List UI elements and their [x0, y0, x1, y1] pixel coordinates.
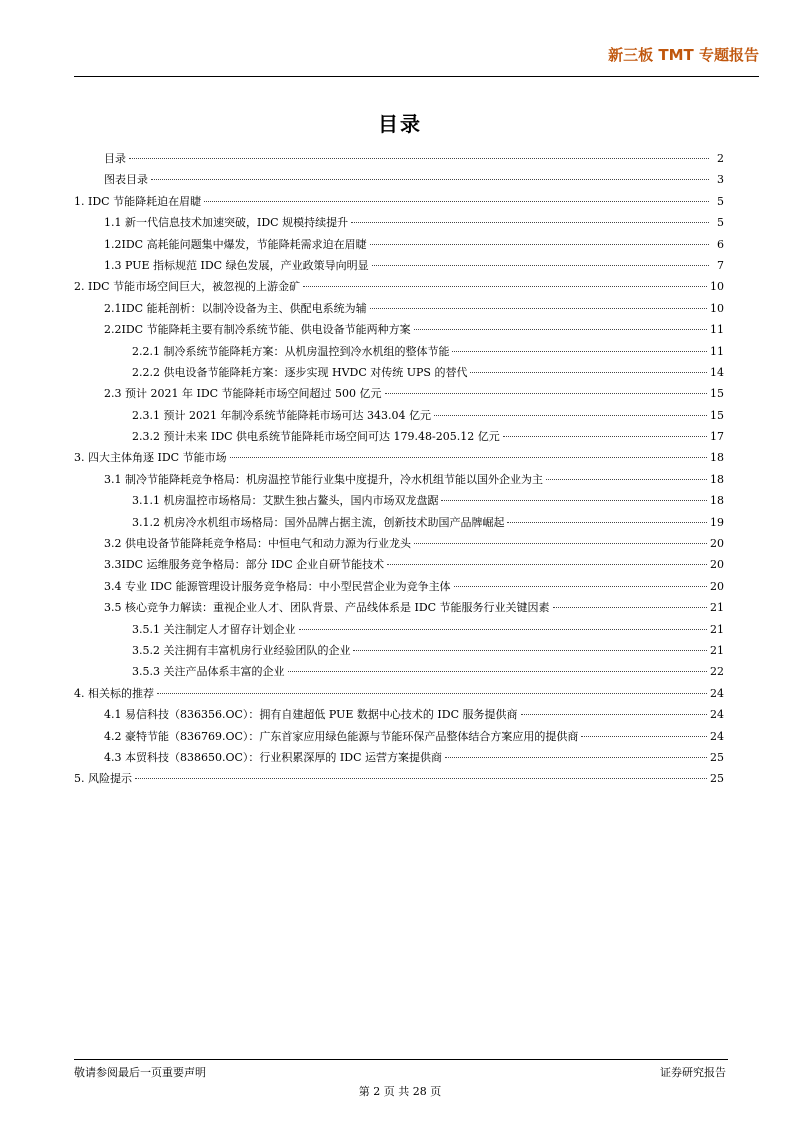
- toc-dot-leader: [372, 265, 709, 266]
- toc-entry-label: 3.1 制冷节能降耗竞争格局：机房温控节能行业集中度提升，冷水机组节能以国外企业为主: [104, 472, 543, 486]
- toc-entry[interactable]: [74, 490, 724, 511]
- toc-entry-page: 21: [710, 601, 724, 615]
- toc-entry[interactable]: [74, 447, 724, 468]
- toc-dot-leader: [288, 671, 708, 672]
- toc-dot-leader: [581, 736, 707, 737]
- report-tag: 新三板 TMT 专题报告: [608, 46, 759, 64]
- toc-entry[interactable]: [74, 533, 724, 554]
- table-of-contents: [74, 148, 724, 790]
- footer-disclaimer: 敬请参阅最后一页重要声明: [74, 1066, 206, 1079]
- toc-entry-label: 3.4 专业 IDC 能源管理设计服务竞争格局：中小型民营企业为竞争主体: [104, 579, 451, 593]
- toc-dot-leader: [507, 522, 707, 523]
- toc-entry-page: 3: [717, 173, 724, 187]
- toc-entry[interactable]: [74, 148, 724, 169]
- toc-entry[interactable]: [74, 276, 724, 297]
- toc-entry-label: 3.2 供电设备节能降耗竞争格局：中恒电气和动力源为行业龙头: [104, 537, 411, 551]
- toc-entry[interactable]: [74, 341, 724, 362]
- toc-entry[interactable]: [74, 576, 724, 597]
- toc-entry[interactable]: [74, 704, 724, 725]
- toc-entry[interactable]: [74, 469, 724, 490]
- toc-dot-leader: [546, 479, 707, 480]
- toc-entry-label: 3.5.3 关注产品体系丰富的企业: [132, 665, 285, 679]
- toc-entry-page: 11: [710, 323, 724, 337]
- toc-dot-leader: [151, 179, 709, 180]
- toc-entry[interactable]: [74, 554, 724, 575]
- toc-entry-label: 2. IDC 节能市场空间巨大，被忽视的上游金矿: [74, 280, 301, 294]
- toc-dot-leader: [553, 607, 707, 608]
- toc-entry[interactable]: [74, 640, 724, 661]
- toc-entry-label: 1. IDC 节能降耗迫在眉睫: [74, 194, 202, 208]
- toc-dot-leader: [441, 500, 707, 501]
- toc-entry-page: 14: [710, 365, 724, 379]
- toc-entry-page: 5: [717, 216, 724, 230]
- toc-entry-label: 3.1.2 机房冷水机组市场格局：国外品牌占据主流，创新技术助国产品牌崛起: [132, 515, 505, 529]
- toc-entry-page: 22: [710, 665, 724, 679]
- toc-entry-page: 10: [710, 301, 724, 315]
- toc-entry-page: 18: [710, 472, 724, 486]
- toc-dot-leader: [470, 372, 707, 373]
- toc-entry-page: 18: [710, 451, 724, 465]
- toc-entry[interactable]: [74, 768, 724, 789]
- toc-entry-label: 1.1 新一代信息技术加速突破，IDC 规模持续提升: [104, 216, 349, 230]
- toc-entry-page: 2: [717, 152, 724, 165]
- toc-dot-leader: [385, 393, 707, 394]
- toc-dot-leader: [521, 714, 708, 715]
- toc-entry-label: 2.3 预计 2021 年 IDC 节能降耗市场空间超过 500 亿元: [104, 387, 382, 401]
- toc-entry-page: 7: [717, 258, 724, 272]
- toc-dot-leader: [370, 244, 709, 245]
- toc-entry[interactable]: [74, 661, 724, 682]
- toc-dot-leader: [370, 308, 707, 309]
- toc-entry-page: 20: [710, 537, 724, 551]
- footer-rule: [74, 1059, 728, 1060]
- toc-entry-page: 11: [710, 344, 724, 358]
- toc-entry-page: 19: [710, 515, 724, 529]
- toc-entry[interactable]: [74, 319, 724, 340]
- toc-entry-page: 10: [710, 280, 724, 294]
- toc-entry[interactable]: [74, 383, 724, 404]
- header-rule: [74, 76, 759, 77]
- toc-entry-label: 2.1IDC 能耗剖析：以制冷设备为主、供配电系统为辅: [104, 301, 367, 315]
- toc-entry-label: 4.2 豪特节能（836769.OC）：广东首家应用绿色能源与节能环保产品整体结合方案应用的提供商: [104, 729, 579, 743]
- toc-entry[interactable]: [74, 191, 724, 212]
- toc-entry-page: 17: [710, 430, 724, 444]
- toc-entry-label: 4.3 本贸科技（838650.OC）：行业积累深厚的 IDC 运营方案提供商: [104, 750, 442, 764]
- toc-entry-page: 24: [710, 708, 724, 722]
- toc-dot-leader: [299, 629, 708, 630]
- toc-entry-page: 21: [710, 643, 724, 657]
- toc-entry-label: 4.1 易信科技（836356.OC）：拥有自建超低 PUE 数据中心技术的 IDC 服务提供商: [104, 708, 518, 722]
- toc-dot-leader: [503, 436, 707, 437]
- toc-title: 目录: [378, 112, 422, 136]
- toc-dot-leader: [351, 222, 709, 223]
- toc-dot-leader: [387, 564, 707, 565]
- toc-entry-label: 3.1.1 机房温控市场格局：艾默生独占鳌头，国内市场双龙盘踞: [132, 494, 439, 508]
- toc-entry-label: 3.5.1 关注制定人才留存计划企业: [132, 622, 296, 636]
- toc-entry-page: 6: [717, 237, 724, 251]
- toc-entry-label: 1.2IDC 高耗能问题集中爆发，节能降耗需求迫在眉睫: [104, 237, 367, 251]
- toc-entry[interactable]: [74, 747, 724, 768]
- toc-entry[interactable]: [74, 426, 724, 447]
- toc-dot-leader: [434, 415, 707, 416]
- toc-entry[interactable]: [74, 212, 724, 233]
- toc-entry[interactable]: [74, 683, 724, 704]
- toc-entry[interactable]: [74, 405, 724, 426]
- toc-entry-label: 5. 风险提示: [74, 772, 132, 786]
- toc-entry-label: 3. 四大主体角逐 IDC 节能市场: [74, 451, 227, 465]
- toc-entry-page: 21: [710, 622, 724, 636]
- toc-entry-page: 20: [710, 558, 724, 572]
- toc-entry[interactable]: [74, 298, 724, 319]
- toc-entry-label: 3.5.2 关注拥有丰富机房行业经验团队的企业: [132, 643, 351, 657]
- toc-entry[interactable]: [74, 255, 724, 276]
- toc-dot-leader: [129, 158, 709, 159]
- toc-entry[interactable]: [74, 362, 724, 383]
- toc-entry[interactable]: [74, 169, 724, 190]
- toc-dot-leader: [452, 351, 707, 352]
- toc-entry-label: 2.3.1 预计 2021 年制冷系统节能降耗市场可达 343.04 亿元: [132, 408, 431, 422]
- toc-entry[interactable]: [74, 726, 724, 747]
- toc-entry-page: 25: [710, 772, 724, 786]
- toc-entry-label: 2.2IDC 节能降耗主要有制冷系统节能、供电设备节能两种方案: [104, 323, 411, 337]
- toc-dot-leader: [230, 457, 707, 458]
- toc-entry-label: 2.2.2 供电设备节能降耗方案：逐步实现 HVDC 对传统 UPS 的替代: [132, 365, 468, 379]
- toc-entry-label: 4. 相关标的推荐: [74, 686, 154, 700]
- toc-dot-leader: [303, 286, 707, 287]
- footer-report-type: 证券研究报告: [660, 1066, 726, 1079]
- toc-entry[interactable]: [74, 512, 724, 533]
- toc-dot-leader: [204, 201, 709, 202]
- toc-entry-page: 15: [710, 387, 724, 401]
- toc-entry-label: 2.3.2 预计未来 IDC 供电系统节能降耗市场空间可达 179.48-205.12 亿元: [132, 430, 500, 444]
- toc-entry-page: 5: [717, 194, 724, 208]
- toc-dot-leader: [445, 757, 707, 758]
- toc-dot-leader: [135, 778, 707, 779]
- page-indicator: 第 2 页 共 28 页: [358, 1085, 442, 1098]
- toc-dot-leader: [353, 650, 707, 651]
- toc-entry-label: 2.2.1 制冷系统节能降耗方案：从机房温控到冷水机组的整体节能: [132, 344, 450, 358]
- toc-entry-label: 图表目录: [104, 173, 148, 187]
- toc-entry-label: 1.3 PUE 指标规范 IDC 绿色发展，产业政策导向明显: [104, 258, 369, 272]
- toc-entry[interactable]: [74, 234, 724, 255]
- toc-entry-page: 24: [710, 729, 724, 743]
- toc-dot-leader: [157, 693, 707, 694]
- toc-entry-page: 15: [710, 408, 724, 422]
- toc-entry-page: 20: [710, 579, 724, 593]
- toc-dot-leader: [454, 586, 707, 587]
- toc-dot-leader: [414, 543, 707, 544]
- toc-entry-page: 25: [710, 750, 724, 764]
- toc-entry-page: 18: [710, 494, 724, 508]
- toc-dot-leader: [414, 329, 707, 330]
- toc-entry-label: 3.3IDC 运维服务竞争格局：部分 IDC 企业自研节能技术: [104, 558, 385, 572]
- toc-entry[interactable]: [74, 597, 724, 618]
- toc-entry-label: 3.5 核心竞争力解读：重视企业人才、团队背景、产品线体系是 IDC 节能服务行业关键因素: [104, 601, 550, 615]
- toc-entry-page: 24: [710, 686, 724, 700]
- toc-entry[interactable]: [74, 619, 724, 640]
- toc-entry-label: 目录: [104, 152, 126, 165]
